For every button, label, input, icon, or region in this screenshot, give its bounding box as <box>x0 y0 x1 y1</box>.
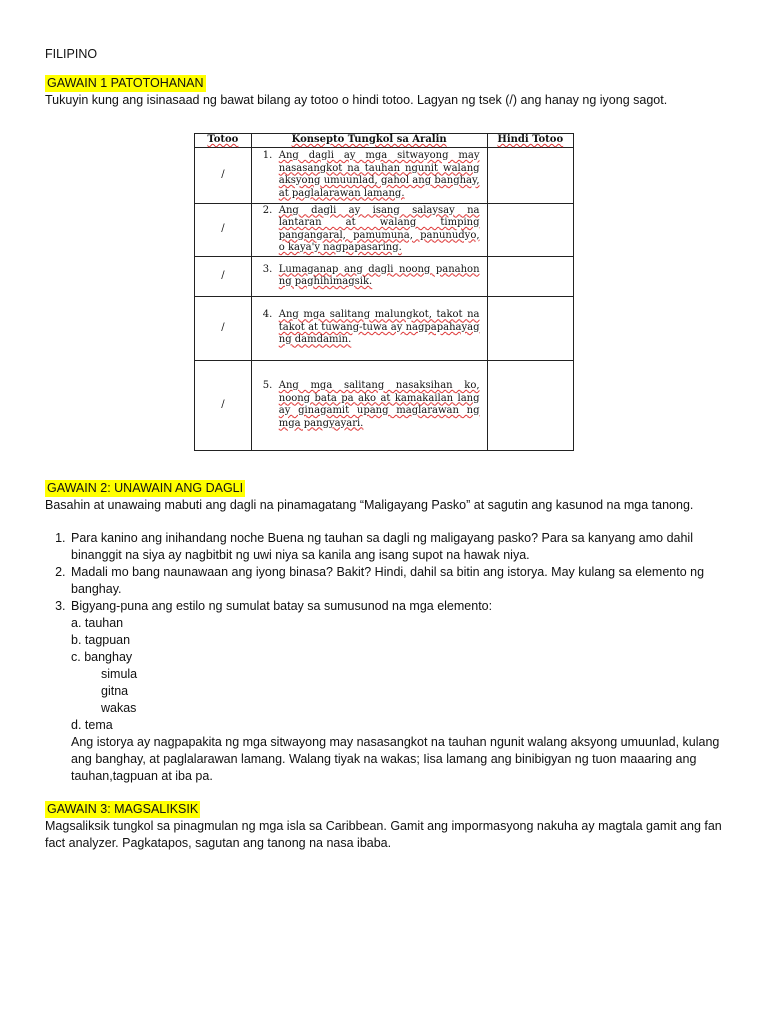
table-row <box>195 360 574 450</box>
tema-answer: Ang istorya ay nagpapakita ng mga sitwayong may nasasangkot na tauhan ngunit walang aksyong umuunlad, kulang ang banghay, at paglalarawan lamang. Walang tiyak na wakas; Iisa lamang ang binibigyan ng tuon maaaring ang tauhan,tagpuan at iba pa. <box>71 734 720 783</box>
gawain1-section <box>45 75 735 451</box>
question-3 <box>69 598 735 785</box>
banghay-wakas: wakas <box>101 700 137 715</box>
statement-cell <box>251 296 487 360</box>
gawain2-section <box>45 480 735 785</box>
statement-number: 1. <box>262 150 273 161</box>
question-1-text: Para kanino ang inihandang noche Buena ng tauhan sa dagli ng maligayang pasko? Para sa kanyang amo dahil binanggit na siya ay nagbitbit ng uwi niya sa kanila ang isang supot na hawak niya. <box>71 530 693 562</box>
gawain2-heading: GAWAIN 2: UNAWAIN ANG DAGLI <box>47 480 244 495</box>
gawain2-intro: Basahin at unawaing mabuti ang dagli na pinamagatang “Maligayang Pasko” at sagutin ang kasunod na mga tanong. <box>45 497 694 512</box>
banghay-gitna: gitna <box>101 683 129 698</box>
hindi-totoo-cell[interactable] <box>487 203 573 256</box>
statement-text: Ang dagli ay isang salaysay na lantaran at walang timping pangangaral, pamumuna, panunudyo, o kaya'y nagpapasaring. <box>278 204 480 253</box>
gawain3-section <box>45 801 735 852</box>
table-header-row <box>195 134 574 148</box>
document-page <box>45 46 735 852</box>
question-list <box>45 530 735 785</box>
header-hindi-totoo: Hindi Totoo <box>487 134 573 148</box>
totoo-cell[interactable]: / <box>195 256 252 296</box>
statement-number: 2. <box>262 204 273 216</box>
gawain3-heading: GAWAIN 3: MAGSALIKSIK <box>47 801 199 816</box>
statement-number: 3. <box>262 263 273 275</box>
element-tagpuan: b. tagpuan <box>71 632 131 647</box>
header-totoo: Totoo <box>195 134 252 148</box>
gawain1-instruction: Tukuyin kung ang isinasaad ng bawat bilang ay totoo o hindi totoo. Lagyan ng tsek (/) ang hanay ng iyong sagot. <box>45 93 668 107</box>
subject-title: FILIPINO <box>45 47 98 61</box>
question-2-text: Madali mo bang naunawaan ang iyong binasa? Bakit? Hindi, dahil sa bitin ang istorya. May kulang sa elemento ng banghay. <box>71 564 705 596</box>
gawain3-text: Magsaliksik tungkol sa pinagmulan ng mga isla sa Caribbean. Gamit ang impormasyong nakuha ay magtala gamit ang fan fact analyzer. Pagkatapos, sagutan ang tanong na nasa ibaba. <box>45 818 722 850</box>
statement-cell <box>251 360 487 450</box>
hindi-totoo-cell[interactable] <box>487 296 573 360</box>
hindi-totoo-cell[interactable] <box>487 147 573 203</box>
totoo-cell[interactable]: / <box>195 203 252 256</box>
statement-cell <box>251 203 487 256</box>
statement-text: Lumaganap ang dagli noong panahon ng paghihimagsik. <box>278 263 480 287</box>
statement-text: Ang mga salitang nasaksihan ko, noong bata pa ako at kamakailan lang ay ginagamit upang maglarawan ng mga pangyayari. <box>278 380 480 429</box>
patotohanan-table <box>194 133 574 451</box>
gawain1-heading: GAWAIN 1 PATOTOHANAN <box>47 76 204 90</box>
element-tauhan: a. tauhan <box>71 615 124 630</box>
statement-number: 4. <box>262 309 273 321</box>
question-2 <box>69 564 735 598</box>
totoo-cell[interactable]: / <box>195 360 252 450</box>
question-1 <box>69 530 735 564</box>
header-konsepto: Konsepto Tungkol sa Aralin <box>251 134 487 148</box>
statement-text: Ang mga salitang malungkot, takot na takot at tuwang-tuwa ay nagpapahayag ng damdamin. <box>278 309 480 346</box>
statement-text: Ang dagli ay mga sitwayong may nasasangkot na tauhan ngunit walang aksyong umuunlad, gahol ang banghay, at paglalarawan lamang. <box>278 150 480 199</box>
table-row <box>195 296 574 360</box>
statement-number: 5. <box>262 380 273 391</box>
table-row <box>195 256 574 296</box>
question-3-text: Bigyang-puna ang estilo ng sumulat batay sa sumusunod na mga elemento: <box>71 598 493 613</box>
totoo-cell[interactable]: / <box>195 147 252 203</box>
statement-cell <box>251 256 487 296</box>
element-banghay: c. banghay <box>71 649 133 664</box>
table-row <box>195 147 574 203</box>
hindi-totoo-cell[interactable] <box>487 256 573 296</box>
table-row <box>195 203 574 256</box>
banghay-simula: simula <box>101 666 138 681</box>
hindi-totoo-cell[interactable] <box>487 360 573 450</box>
statement-cell <box>251 147 487 203</box>
totoo-cell[interactable]: / <box>195 296 252 360</box>
element-tema: d. tema <box>71 717 113 732</box>
